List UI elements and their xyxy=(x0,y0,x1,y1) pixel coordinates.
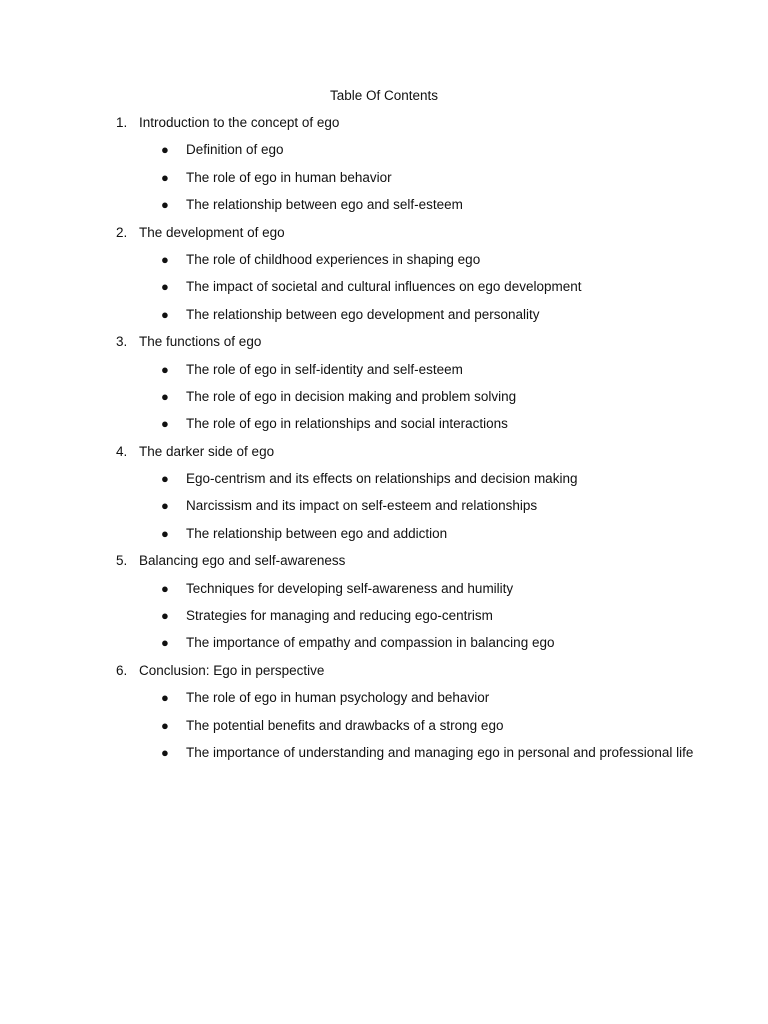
toc-subitem xyxy=(0,688,768,715)
toc-section-6 xyxy=(0,661,768,688)
bullet-icon: ● xyxy=(161,744,169,760)
subitem-label: The relationship between ego and self-esteem xyxy=(186,197,463,213)
toc-subitem xyxy=(0,606,768,633)
section-number: 2. xyxy=(116,224,128,240)
section-number: 3. xyxy=(116,334,128,350)
subitem-label: Techniques for developing self-awareness and humility xyxy=(186,580,514,596)
toc-subitem xyxy=(0,743,768,770)
subitem-label: The importance of empathy and compassion in balancing ego xyxy=(186,635,555,651)
bullet-icon: ● xyxy=(161,525,169,541)
subitem-label: The impact of societal and cultural influences on ego development xyxy=(186,279,582,295)
subitem-label: The role of ego in decision making and problem solving xyxy=(186,388,517,404)
toc-subitem xyxy=(0,250,768,277)
subitem-label: The relationship between ego development and personality xyxy=(186,306,540,322)
bullet-icon: ● xyxy=(161,580,169,596)
bullet-icon: ● xyxy=(161,498,169,514)
subitem-label: Narcissism and its impact on self-esteem and relationships xyxy=(186,498,538,514)
section-title: Introduction to the concept of ego xyxy=(139,115,340,130)
toc-subitem xyxy=(0,414,768,441)
subitem-label: The role of ego in self-identity and self-esteem xyxy=(186,361,463,377)
subitem-label: The role of ego in human behavior xyxy=(186,169,392,185)
section-title: The functions of ego xyxy=(139,334,262,350)
subitem-label: Strategies for managing and reducing ego-centrism xyxy=(186,608,493,624)
toc-subitem xyxy=(0,140,768,167)
section-number: 4. xyxy=(116,443,128,459)
section-title: The development of ego xyxy=(139,224,285,240)
bullet-icon: ● xyxy=(161,251,169,267)
bullet-icon: ● xyxy=(161,471,169,487)
toc-section-5 xyxy=(0,551,768,578)
toc-subitem xyxy=(0,524,768,551)
bullet-icon: ● xyxy=(161,197,169,213)
toc-subitem xyxy=(0,305,768,332)
bullet-icon: ● xyxy=(161,416,169,432)
toc-subitem xyxy=(0,469,768,496)
bullet-icon: ● xyxy=(161,388,169,404)
toc-subitem xyxy=(0,168,768,195)
toc-subitem xyxy=(0,633,768,660)
section-title: Conclusion: Ego in perspective xyxy=(139,662,325,678)
bullet-icon: ● xyxy=(161,361,169,377)
subitem-label: The role of childhood experiences in shaping ego xyxy=(186,251,481,267)
toc-subitem xyxy=(0,387,768,414)
toc-subitem xyxy=(0,195,768,222)
toc-section-2 xyxy=(0,223,768,250)
bullet-icon: ● xyxy=(161,690,169,706)
bullet-icon: ● xyxy=(161,717,169,733)
bullet-icon: ● xyxy=(161,306,169,322)
section-number: 1. xyxy=(116,115,128,130)
subitem-label: Ego-centrism and its effects on relationships and decision making xyxy=(186,471,578,487)
subitem-label: The importance of understanding and managing ego in personal and professional life xyxy=(186,744,694,760)
toc-subitem xyxy=(0,579,768,606)
subitem-label: Definition of ego xyxy=(186,142,284,158)
section-title: The darker side of ego xyxy=(139,443,275,459)
subitem-label: The role of ego in relationships and social interactions xyxy=(186,416,508,432)
toc-subitem xyxy=(0,496,768,523)
subitem-label: The role of ego in human psychology and behavior xyxy=(186,690,490,706)
toc-subitem xyxy=(0,360,768,387)
table-of-contents xyxy=(0,113,768,770)
bullet-icon: ● xyxy=(161,635,169,651)
section-title: Balancing ego and self-awareness xyxy=(139,553,346,569)
toc-section-3 xyxy=(0,332,768,359)
section-number: 5. xyxy=(116,553,128,569)
toc-subitem xyxy=(0,277,768,304)
subitem-label: The potential benefits and drawbacks of a strong ego xyxy=(186,717,504,733)
subitem-label: The relationship between ego and addiction xyxy=(186,525,448,541)
bullet-icon: ● xyxy=(161,169,169,185)
section-number: 6. xyxy=(116,662,128,678)
toc-section-4 xyxy=(0,442,768,469)
toc-subitem xyxy=(0,716,768,743)
bullet-icon: ● xyxy=(161,142,169,158)
bullet-icon: ● xyxy=(161,608,169,624)
bullet-icon: ● xyxy=(161,279,169,295)
toc-section-1 xyxy=(0,113,768,140)
page-title: Table Of Contents xyxy=(329,88,439,103)
